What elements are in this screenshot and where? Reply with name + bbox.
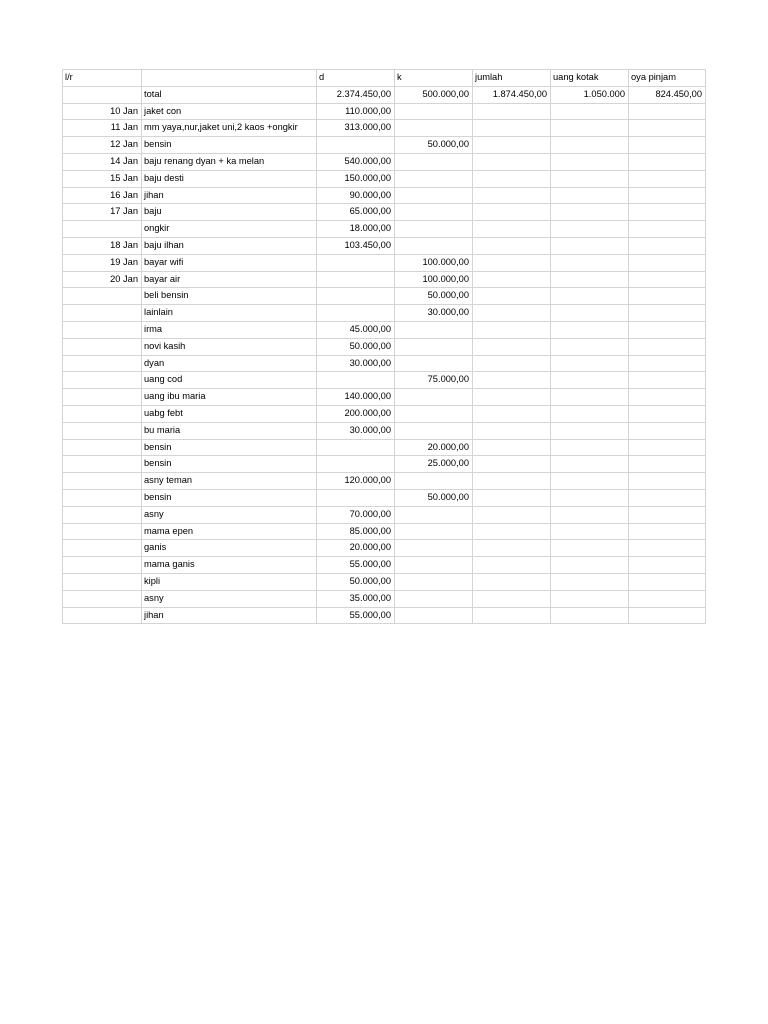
- jumlah-cell[interactable]: [473, 489, 551, 506]
- uang-kotak-cell[interactable]: [551, 288, 629, 305]
- uang-kotak-cell[interactable]: [551, 489, 629, 506]
- jumlah-cell[interactable]: [473, 439, 551, 456]
- date-cell[interactable]: [63, 439, 142, 456]
- header-cell-uang-kotak[interactable]: uang kotak: [551, 70, 629, 87]
- table-row: [63, 137, 706, 154]
- k-cell[interactable]: [395, 405, 473, 422]
- d-cell[interactable]: 30.000,00: [317, 355, 395, 372]
- table-row: [63, 389, 706, 406]
- d-cell[interactable]: 2.374.450,00: [317, 86, 395, 103]
- d-cell[interactable]: [317, 288, 395, 305]
- k-cell[interactable]: 50.000,00: [395, 137, 473, 154]
- d-cell[interactable]: 110.000,00: [317, 103, 395, 120]
- description-cell[interactable]: jihan: [142, 187, 317, 204]
- table-row: [63, 288, 706, 305]
- jumlah-cell[interactable]: [473, 456, 551, 473]
- description-cell[interactable]: bensin: [142, 456, 317, 473]
- description-cell[interactable]: kipli: [142, 573, 317, 590]
- oya-pinjam-cell[interactable]: [629, 557, 706, 574]
- uang-kotak-cell[interactable]: [551, 405, 629, 422]
- k-cell[interactable]: [395, 120, 473, 137]
- d-cell[interactable]: 45.000,00: [317, 321, 395, 338]
- oya-pinjam-cell[interactable]: [629, 120, 706, 137]
- k-cell[interactable]: [395, 237, 473, 254]
- k-cell[interactable]: [395, 422, 473, 439]
- table-row: [63, 86, 706, 103]
- description-cell[interactable]: uang cod: [142, 372, 317, 389]
- table-row: [63, 338, 706, 355]
- oya-pinjam-cell[interactable]: [629, 389, 706, 406]
- d-cell[interactable]: [317, 439, 395, 456]
- uang-kotak-cell[interactable]: [551, 523, 629, 540]
- uang-kotak-cell[interactable]: [551, 137, 629, 154]
- k-cell[interactable]: 50.000,00: [395, 288, 473, 305]
- table-row: [63, 422, 706, 439]
- description-cell[interactable]: lainlain: [142, 305, 317, 322]
- date-cell[interactable]: [63, 489, 142, 506]
- k-cell[interactable]: [395, 338, 473, 355]
- header-cell-d[interactable]: d: [317, 70, 395, 87]
- jumlah-cell[interactable]: 1.874.450,00: [473, 86, 551, 103]
- jumlah-cell[interactable]: [473, 389, 551, 406]
- uang-kotak-cell[interactable]: [551, 338, 629, 355]
- header-row: [63, 70, 706, 87]
- jumlah-cell[interactable]: [473, 557, 551, 574]
- table-row: [63, 355, 706, 372]
- description-cell[interactable]: ongkir: [142, 221, 317, 238]
- description-cell[interactable]: ganis: [142, 540, 317, 557]
- header-cell-lr[interactable]: l/r: [63, 70, 142, 87]
- date-cell[interactable]: [63, 456, 142, 473]
- jumlah-cell[interactable]: [473, 237, 551, 254]
- date-cell[interactable]: 17 Jan: [63, 204, 142, 221]
- uang-kotak-cell[interactable]: [551, 204, 629, 221]
- k-cell[interactable]: 500.000,00: [395, 86, 473, 103]
- table-row: [63, 489, 706, 506]
- uang-kotak-cell[interactable]: [551, 590, 629, 607]
- date-cell[interactable]: [63, 305, 142, 322]
- date-cell[interactable]: 20 Jan: [63, 271, 142, 288]
- d-cell[interactable]: 55.000,00: [317, 607, 395, 624]
- table-row: [63, 573, 706, 590]
- oya-pinjam-cell[interactable]: [629, 321, 706, 338]
- d-cell[interactable]: [317, 489, 395, 506]
- oya-pinjam-cell[interactable]: [629, 439, 706, 456]
- uang-kotak-cell[interactable]: [551, 355, 629, 372]
- uang-kotak-cell[interactable]: [551, 422, 629, 439]
- d-cell[interactable]: 20.000,00: [317, 540, 395, 557]
- uang-kotak-cell[interactable]: [551, 456, 629, 473]
- jumlah-cell[interactable]: [473, 372, 551, 389]
- uang-kotak-cell[interactable]: [551, 557, 629, 574]
- table-row: [63, 271, 706, 288]
- jumlah-cell[interactable]: [473, 607, 551, 624]
- description-cell[interactable]: asny: [142, 506, 317, 523]
- oya-pinjam-cell[interactable]: [629, 170, 706, 187]
- description-cell[interactable]: asny: [142, 590, 317, 607]
- table-row: [63, 305, 706, 322]
- jumlah-cell[interactable]: [473, 187, 551, 204]
- table-row: [63, 321, 706, 338]
- k-cell[interactable]: [395, 204, 473, 221]
- k-cell[interactable]: [395, 103, 473, 120]
- uang-kotak-cell[interactable]: [551, 153, 629, 170]
- uang-kotak-cell[interactable]: [551, 473, 629, 490]
- jumlah-cell[interactable]: [473, 506, 551, 523]
- d-cell[interactable]: 90.000,00: [317, 187, 395, 204]
- jumlah-cell[interactable]: [473, 254, 551, 271]
- jumlah-cell[interactable]: [473, 338, 551, 355]
- description-cell[interactable]: asny teman: [142, 473, 317, 490]
- jumlah-cell[interactable]: [473, 137, 551, 154]
- table-row: [63, 590, 706, 607]
- oya-pinjam-cell[interactable]: [629, 237, 706, 254]
- uang-kotak-cell[interactable]: [551, 305, 629, 322]
- jumlah-cell[interactable]: [473, 321, 551, 338]
- k-cell[interactable]: [395, 540, 473, 557]
- jumlah-cell[interactable]: [473, 103, 551, 120]
- table-row: [63, 405, 706, 422]
- description-cell[interactable]: mama epen: [142, 523, 317, 540]
- k-cell[interactable]: [395, 221, 473, 238]
- k-cell[interactable]: [395, 590, 473, 607]
- jumlah-cell[interactable]: [473, 305, 551, 322]
- d-cell[interactable]: 50.000,00: [317, 338, 395, 355]
- uang-kotak-cell[interactable]: [551, 439, 629, 456]
- oya-pinjam-cell[interactable]: [629, 473, 706, 490]
- d-cell[interactable]: 540.000,00: [317, 153, 395, 170]
- description-cell[interactable]: irma: [142, 321, 317, 338]
- jumlah-cell[interactable]: [473, 288, 551, 305]
- table-row: [63, 540, 706, 557]
- oya-pinjam-cell[interactable]: [629, 305, 706, 322]
- table-row: [63, 204, 706, 221]
- d-cell[interactable]: 70.000,00: [317, 506, 395, 523]
- d-cell[interactable]: 120.000,00: [317, 473, 395, 490]
- k-cell[interactable]: [395, 187, 473, 204]
- d-cell[interactable]: 150.000,00: [317, 170, 395, 187]
- d-cell[interactable]: 313.000,00: [317, 120, 395, 137]
- table-body: [63, 86, 706, 624]
- table-row: [63, 187, 706, 204]
- table-row: [63, 221, 706, 238]
- d-cell[interactable]: 35.000,00: [317, 590, 395, 607]
- date-cell[interactable]: 14 Jan: [63, 153, 142, 170]
- d-cell[interactable]: [317, 372, 395, 389]
- oya-pinjam-cell[interactable]: [629, 590, 706, 607]
- date-cell[interactable]: [63, 338, 142, 355]
- k-cell[interactable]: [395, 473, 473, 490]
- date-cell[interactable]: [63, 473, 142, 490]
- date-cell[interactable]: [63, 540, 142, 557]
- description-cell[interactable]: bayar wifi: [142, 254, 317, 271]
- oya-pinjam-cell[interactable]: [629, 422, 706, 439]
- description-cell[interactable]: bensin: [142, 439, 317, 456]
- description-cell[interactable]: baju renang dyan + ka melan: [142, 153, 317, 170]
- uang-kotak-cell[interactable]: [551, 103, 629, 120]
- description-cell[interactable]: beli bensin: [142, 288, 317, 305]
- table-row: [63, 237, 706, 254]
- date-cell[interactable]: [63, 523, 142, 540]
- table-row: [63, 456, 706, 473]
- oya-pinjam-cell[interactable]: [629, 187, 706, 204]
- k-cell[interactable]: [395, 389, 473, 406]
- oya-pinjam-cell[interactable]: [629, 540, 706, 557]
- description-cell[interactable]: jaket con: [142, 103, 317, 120]
- uang-kotak-cell[interactable]: [551, 271, 629, 288]
- d-cell[interactable]: 200.000,00: [317, 405, 395, 422]
- d-cell[interactable]: [317, 254, 395, 271]
- k-cell[interactable]: [395, 607, 473, 624]
- table-row: [63, 506, 706, 523]
- uang-kotak-cell[interactable]: 1.050.000: [551, 86, 629, 103]
- uang-kotak-cell[interactable]: [551, 389, 629, 406]
- oya-pinjam-cell[interactable]: [629, 573, 706, 590]
- date-cell[interactable]: 16 Jan: [63, 187, 142, 204]
- d-cell[interactable]: [317, 137, 395, 154]
- table-row: [63, 372, 706, 389]
- header-cell-oya-pinjam[interactable]: oya pinjam: [629, 70, 706, 87]
- d-cell[interactable]: [317, 456, 395, 473]
- date-cell[interactable]: [63, 422, 142, 439]
- jumlah-cell[interactable]: [473, 120, 551, 137]
- uang-kotak-cell[interactable]: [551, 506, 629, 523]
- uang-kotak-cell[interactable]: [551, 237, 629, 254]
- oya-pinjam-cell[interactable]: [629, 506, 706, 523]
- table-row: [63, 254, 706, 271]
- date-cell[interactable]: [63, 573, 142, 590]
- table-row: [63, 523, 706, 540]
- date-cell[interactable]: [63, 221, 142, 238]
- jumlah-cell[interactable]: [473, 405, 551, 422]
- jumlah-cell[interactable]: [473, 170, 551, 187]
- uang-kotak-cell[interactable]: [551, 540, 629, 557]
- table-row: [63, 473, 706, 490]
- date-cell[interactable]: [63, 557, 142, 574]
- d-cell[interactable]: [317, 305, 395, 322]
- description-cell[interactable]: bu maria: [142, 422, 317, 439]
- k-cell[interactable]: 75.000,00: [395, 372, 473, 389]
- k-cell[interactable]: [395, 153, 473, 170]
- description-cell[interactable]: baju: [142, 204, 317, 221]
- uang-kotak-cell[interactable]: [551, 254, 629, 271]
- table-row: [63, 153, 706, 170]
- jumlah-cell[interactable]: [473, 573, 551, 590]
- k-cell[interactable]: [395, 506, 473, 523]
- table-row: [63, 439, 706, 456]
- uang-kotak-cell[interactable]: [551, 170, 629, 187]
- oya-pinjam-cell[interactable]: [629, 153, 706, 170]
- k-cell[interactable]: [395, 573, 473, 590]
- jumlah-cell[interactable]: [473, 204, 551, 221]
- k-cell[interactable]: [395, 523, 473, 540]
- uang-kotak-cell[interactable]: [551, 221, 629, 238]
- oya-pinjam-cell[interactable]: [629, 338, 706, 355]
- description-cell[interactable]: bayar air: [142, 271, 317, 288]
- date-cell[interactable]: [63, 86, 142, 103]
- date-cell[interactable]: [63, 607, 142, 624]
- table-row: [63, 103, 706, 120]
- oya-pinjam-cell[interactable]: [629, 221, 706, 238]
- d-cell[interactable]: 18.000,00: [317, 221, 395, 238]
- d-cell[interactable]: 30.000,00: [317, 422, 395, 439]
- oya-pinjam-cell[interactable]: [629, 489, 706, 506]
- oya-pinjam-cell[interactable]: [629, 204, 706, 221]
- jumlah-cell[interactable]: [473, 271, 551, 288]
- description-cell[interactable]: bensin: [142, 137, 317, 154]
- header-cell-description[interactable]: [142, 70, 317, 87]
- date-cell[interactable]: [63, 288, 142, 305]
- description-cell[interactable]: dyan: [142, 355, 317, 372]
- d-cell[interactable]: [317, 271, 395, 288]
- date-cell[interactable]: [63, 321, 142, 338]
- jumlah-cell[interactable]: [473, 590, 551, 607]
- description-cell[interactable]: mama ganis: [142, 557, 317, 574]
- uang-kotak-cell[interactable]: [551, 607, 629, 624]
- jumlah-cell[interactable]: [473, 221, 551, 238]
- oya-pinjam-cell[interactable]: [629, 137, 706, 154]
- jumlah-cell[interactable]: [473, 422, 551, 439]
- d-cell[interactable]: 65.000,00: [317, 204, 395, 221]
- k-cell[interactable]: 30.000,00: [395, 305, 473, 322]
- date-cell[interactable]: [63, 506, 142, 523]
- description-cell[interactable]: uang ibu maria: [142, 389, 317, 406]
- oya-pinjam-cell[interactable]: [629, 456, 706, 473]
- jumlah-cell[interactable]: [473, 540, 551, 557]
- date-cell[interactable]: [63, 590, 142, 607]
- header-cell-k[interactable]: k: [395, 70, 473, 87]
- date-cell[interactable]: 11 Jan: [63, 120, 142, 137]
- k-cell[interactable]: [395, 321, 473, 338]
- k-cell[interactable]: 50.000,00: [395, 489, 473, 506]
- k-cell[interactable]: [395, 355, 473, 372]
- uang-kotak-cell[interactable]: [551, 120, 629, 137]
- k-cell[interactable]: [395, 557, 473, 574]
- d-cell[interactable]: 103.450,00: [317, 237, 395, 254]
- oya-pinjam-cell[interactable]: [629, 405, 706, 422]
- jumlah-cell[interactable]: [473, 473, 551, 490]
- k-cell[interactable]: 25.000,00: [395, 456, 473, 473]
- d-cell[interactable]: 50.000,00: [317, 573, 395, 590]
- description-cell[interactable]: jihan: [142, 607, 317, 624]
- oya-pinjam-cell[interactable]: [629, 372, 706, 389]
- description-cell[interactable]: mm yaya,nur,jaket uni,2 kaos +ongkir: [142, 120, 317, 137]
- description-cell[interactable]: novi kasih: [142, 338, 317, 355]
- d-cell[interactable]: 140.000,00: [317, 389, 395, 406]
- oya-pinjam-cell[interactable]: [629, 103, 706, 120]
- date-cell[interactable]: 12 Jan: [63, 137, 142, 154]
- header-cell-jumlah[interactable]: jumlah: [473, 70, 551, 87]
- k-cell[interactable]: 100.000,00: [395, 271, 473, 288]
- k-cell[interactable]: 20.000,00: [395, 439, 473, 456]
- date-cell[interactable]: [63, 389, 142, 406]
- k-cell[interactable]: 100.000,00: [395, 254, 473, 271]
- jumlah-cell[interactable]: [473, 355, 551, 372]
- jumlah-cell[interactable]: [473, 153, 551, 170]
- description-cell[interactable]: baju ilhan: [142, 237, 317, 254]
- oya-pinjam-cell[interactable]: [629, 288, 706, 305]
- k-cell[interactable]: [395, 170, 473, 187]
- date-cell[interactable]: 19 Jan: [63, 254, 142, 271]
- description-cell[interactable]: baju desti: [142, 170, 317, 187]
- oya-pinjam-cell[interactable]: [629, 254, 706, 271]
- oya-pinjam-cell[interactable]: [629, 355, 706, 372]
- jumlah-cell[interactable]: [473, 523, 551, 540]
- date-cell[interactable]: [63, 405, 142, 422]
- oya-pinjam-cell[interactable]: [629, 607, 706, 624]
- description-cell[interactable]: total: [142, 86, 317, 103]
- date-cell[interactable]: 15 Jan: [63, 170, 142, 187]
- uang-kotak-cell[interactable]: [551, 573, 629, 590]
- d-cell[interactable]: 85.000,00: [317, 523, 395, 540]
- table-row: [63, 557, 706, 574]
- d-cell[interactable]: 55.000,00: [317, 557, 395, 574]
- uang-kotak-cell[interactable]: [551, 372, 629, 389]
- uang-kotak-cell[interactable]: [551, 187, 629, 204]
- date-cell[interactable]: 10 Jan: [63, 103, 142, 120]
- date-cell[interactable]: [63, 355, 142, 372]
- uang-kotak-cell[interactable]: [551, 321, 629, 338]
- table-row: [63, 607, 706, 624]
- date-cell[interactable]: 18 Jan: [63, 237, 142, 254]
- description-cell[interactable]: uabg febt: [142, 405, 317, 422]
- date-cell[interactable]: [63, 372, 142, 389]
- table-row: [63, 120, 706, 137]
- table-row: [63, 170, 706, 187]
- description-cell[interactable]: bensin: [142, 489, 317, 506]
- oya-pinjam-cell[interactable]: [629, 271, 706, 288]
- oya-pinjam-cell[interactable]: [629, 523, 706, 540]
- spreadsheet-table: [62, 69, 706, 624]
- oya-pinjam-cell[interactable]: 824.450,00: [629, 86, 706, 103]
